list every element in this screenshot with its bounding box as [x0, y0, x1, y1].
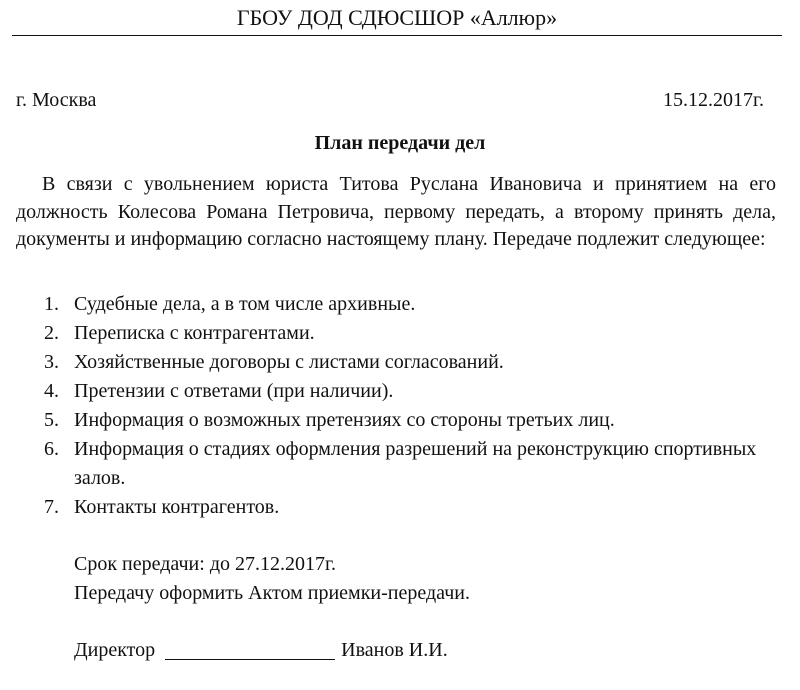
list-item [16, 493, 776, 522]
list-item-text: Переписка с контрагентами. [74, 322, 315, 344]
list-item [16, 406, 776, 435]
signatory-name: Иванов И.И. [341, 639, 448, 661]
intro-paragraph: В связи с увольнением юриста Титова Руслана Ивановича и принятием на его должность Колесова Романа Петровича, первому передать, а второму принять дела, документы и информацию согласно настоящему плану. Передаче подлежит следующее: [16, 173, 776, 250]
list-item-text: Контакты контрагентов. [74, 496, 280, 518]
header-divider [12, 35, 782, 36]
organization-name: ГБОУ ДОД СДЮСШОР «Аллюр» [236, 5, 558, 30]
signature-block [74, 636, 448, 665]
document-city: г. Москва [16, 89, 97, 111]
list-item [16, 377, 776, 406]
list-item [16, 319, 776, 348]
document-title: План передачи дел [314, 132, 486, 154]
transfer-act-note: Передачу оформить Актом приемки-передачи. [74, 582, 470, 604]
transfer-deadline: Срок передачи: до 27.12.2017г. [74, 553, 336, 575]
list-item-number: 3. [44, 351, 59, 373]
document-date: 15.12.2017г. [663, 89, 764, 111]
list-item-number: 7. [44, 496, 59, 518]
list-item [16, 290, 776, 319]
list-item [16, 348, 776, 377]
list-item-text: Судебные дела, а в том числе архивные. [74, 293, 416, 315]
list-item [16, 435, 776, 493]
list-item-text: Хозяйственные договоры с листами согласований. [74, 351, 504, 373]
list-item-text: Информация о стадиях оформления разрешений на реконструкцию спортивных залов. [74, 438, 757, 489]
transfer-items-list [16, 290, 776, 522]
signature-line [165, 659, 335, 660]
list-item-number: 2. [44, 322, 59, 344]
list-item-number: 5. [44, 409, 59, 431]
list-item-text: Информация о возможных претензиях со стороны третьих лиц. [74, 409, 615, 431]
signatory-position: Директор [74, 639, 156, 661]
list-item-number: 6. [44, 438, 59, 460]
list-item-number: 4. [44, 380, 59, 402]
list-item-number: 1. [44, 293, 59, 315]
list-item-text: Претензии с ответами (при наличии). [74, 380, 394, 402]
